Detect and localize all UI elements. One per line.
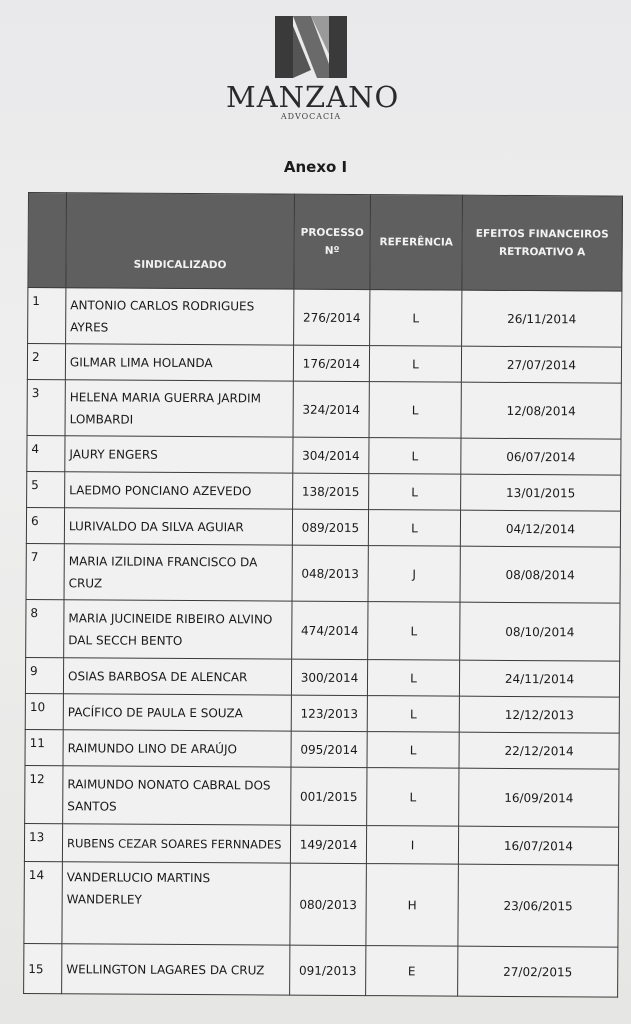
document-title: Anexo I xyxy=(283,158,348,176)
table-row xyxy=(24,823,618,865)
table-header-row xyxy=(28,193,623,292)
row-number: 11 xyxy=(25,729,63,765)
row-name: RAIMUNDO LINO DE ARAÚJO xyxy=(63,730,291,767)
table-row xyxy=(25,657,619,697)
row-process: 095/2014 xyxy=(291,731,367,767)
row-reference: L xyxy=(369,438,461,475)
row-name: VANDERLUCIO MARTINS WANDERLEY xyxy=(62,862,290,945)
row-date: 04/12/2014 xyxy=(460,510,620,547)
column-header-name: SINDICALIZADO xyxy=(66,193,295,289)
row-process: 276/2014 xyxy=(294,289,370,345)
row-number: 2 xyxy=(27,344,65,380)
row-reference: L xyxy=(367,660,459,697)
table-row xyxy=(27,344,621,384)
row-name: RAIMUNDO NONATO CABRAL DOS SANTOS xyxy=(63,766,291,825)
row-number: 3 xyxy=(27,379,65,435)
row-reference: I xyxy=(366,826,458,865)
row-process: 089/2015 xyxy=(292,509,368,545)
row-process: 304/2014 xyxy=(293,437,369,473)
table-row xyxy=(25,765,619,827)
row-name: GILMAR LIMA HOLANDA xyxy=(65,344,293,381)
logo-subtitle: ADVOCACIA xyxy=(280,112,342,121)
row-name: MARIA IZILDINA FRANCISCO DA CRUZ xyxy=(64,544,292,601)
row-number: 5 xyxy=(27,471,65,507)
row-process: 123/2013 xyxy=(291,695,367,731)
row-date: 26/11/2014 xyxy=(462,290,622,347)
row-name: MARIA JUCINEIDE RIBEIRO ALVINO DAL SECCH BENTO xyxy=(64,600,292,659)
row-date: 24/11/2014 xyxy=(459,660,619,697)
table-row xyxy=(26,543,620,603)
row-reference: L xyxy=(369,346,461,383)
row-date: 12/12/2013 xyxy=(459,696,619,733)
row-number: 9 xyxy=(25,657,63,693)
row-process: 138/2015 xyxy=(293,473,369,509)
row-date: 13/01/2015 xyxy=(461,474,621,511)
row-number: 10 xyxy=(25,693,63,729)
row-date: 23/06/2015 xyxy=(458,864,618,947)
row-name: HELENA MARIA GUERRA JARDIM LOMBARDI xyxy=(65,380,293,437)
row-name: WELLINGTON LAGARES DA CRUZ xyxy=(62,944,290,995)
row-name: JAURY ENGERS xyxy=(65,436,293,473)
row-date: 27/02/2015 xyxy=(458,946,618,997)
row-name: RUBENS CEZAR SOARES FERNNADES xyxy=(62,824,290,863)
row-date: 27/07/2014 xyxy=(461,346,621,383)
manzano-logo xyxy=(226,14,400,121)
row-reference: L xyxy=(367,768,459,827)
table-row xyxy=(24,943,618,997)
row-process: 001/2015 xyxy=(291,767,367,825)
row-date: 22/12/2014 xyxy=(459,732,619,769)
table-row xyxy=(26,507,620,547)
table-row xyxy=(25,729,619,769)
row-date: 16/07/2014 xyxy=(458,826,618,865)
row-number: 14 xyxy=(24,861,63,943)
table-row xyxy=(27,379,621,439)
row-name: ANTONIO CARLOS RODRIGUES AYRES xyxy=(66,288,294,345)
row-number: 8 xyxy=(26,599,64,657)
column-header-number xyxy=(28,193,67,288)
row-number: 12 xyxy=(25,765,63,823)
row-reference: J xyxy=(368,546,460,603)
row-number: 15 xyxy=(24,943,62,993)
row-process: 474/2014 xyxy=(292,601,368,659)
row-number: 4 xyxy=(27,435,65,471)
row-reference: L xyxy=(367,696,459,733)
row-reference: L xyxy=(367,732,459,769)
column-header-reference: REFERÊNCIA xyxy=(370,195,463,291)
row-process: 048/2013 xyxy=(292,545,368,601)
row-reference: L xyxy=(368,602,460,661)
row-process: 176/2014 xyxy=(293,345,369,381)
row-reference: L xyxy=(370,290,462,347)
table-row xyxy=(24,861,618,947)
row-process: 300/2014 xyxy=(291,659,367,695)
annex-table xyxy=(23,192,623,998)
column-header-process: PROCESSO Nº xyxy=(294,194,371,289)
row-date: 08/10/2014 xyxy=(460,602,620,661)
row-number: 7 xyxy=(26,543,64,599)
row-process: 324/2014 xyxy=(293,381,369,437)
table-row xyxy=(28,288,622,348)
row-name: LURIVALDO DA SILVA AGUIAR xyxy=(64,508,292,545)
table-row xyxy=(26,599,620,661)
row-date: 08/08/2014 xyxy=(460,546,620,603)
row-date: 16/09/2014 xyxy=(459,768,619,827)
table-row xyxy=(27,471,621,511)
row-number: 1 xyxy=(28,288,66,344)
table-row xyxy=(27,435,621,475)
row-date: 12/08/2014 xyxy=(461,382,621,439)
column-header-effects: EFEITOS FINANCEIROS RETROATIVO A xyxy=(462,195,623,291)
table-row xyxy=(25,693,619,733)
row-reference: L xyxy=(369,474,461,511)
row-process: 149/2014 xyxy=(290,825,366,863)
row-reference: E xyxy=(366,946,458,997)
row-reference: L xyxy=(369,382,461,439)
row-number: 13 xyxy=(24,823,62,861)
row-number: 6 xyxy=(26,507,64,543)
row-name: LAEDMO PONCIANO AZEVEDO xyxy=(65,472,293,509)
row-reference: L xyxy=(368,510,460,547)
row-name: OSIAS BARBOSA DE ALENCAR xyxy=(63,658,291,695)
row-name: PACÍFICO DE PAULA E SOUZA xyxy=(63,694,291,731)
logo-name: MANZANO xyxy=(226,80,400,114)
row-process: 091/2013 xyxy=(290,945,366,995)
row-reference: H xyxy=(366,864,458,947)
row-process: 080/2013 xyxy=(290,863,366,945)
logo-m-mark-icon xyxy=(271,14,351,80)
row-date: 06/07/2014 xyxy=(461,438,621,475)
